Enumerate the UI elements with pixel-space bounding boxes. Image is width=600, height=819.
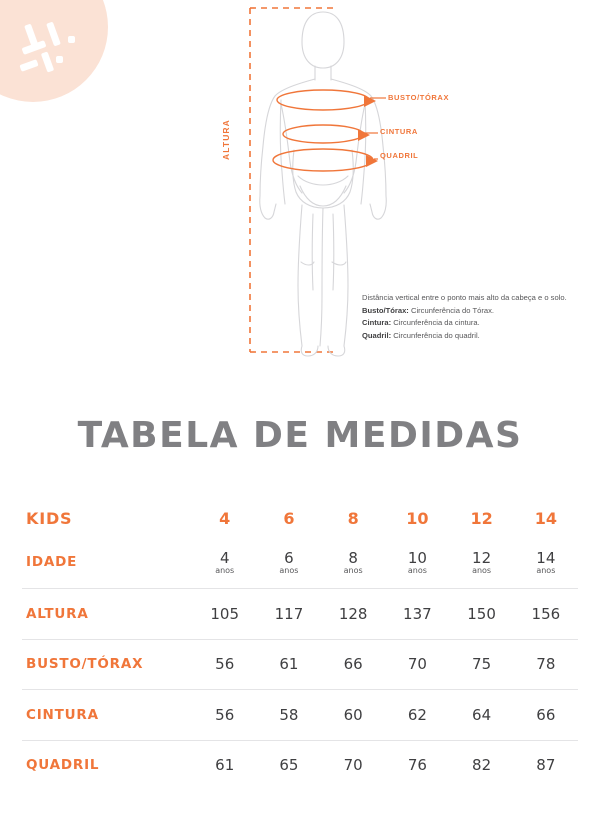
table-cell: 156	[531, 604, 561, 623]
table-size-header: 6	[283, 508, 295, 528]
table-row-label: BUSTO/TÓRAX	[26, 656, 144, 673]
legend-line-cintura	[362, 317, 592, 330]
table-cell: 87	[536, 756, 556, 775]
table-row	[22, 589, 578, 639]
size-table	[22, 500, 578, 790]
callout-cintura-label: CINTURA	[380, 127, 418, 136]
table-cell: 10 anos	[407, 549, 427, 575]
table-row-header-kids: KIDS	[26, 508, 73, 528]
legend-text-quadril: Circunferência do quadril.	[393, 330, 480, 340]
table-cell: 70	[407, 655, 427, 674]
callout-busto-label: BUSTO/TÓRAX	[388, 93, 450, 102]
legend-line-quadril	[362, 330, 592, 343]
page-title: TABELA DE MEDIDAS	[77, 415, 523, 456]
table-size-header: 10	[406, 508, 429, 528]
table-row-label: QUADRIL	[26, 757, 100, 774]
table-row	[22, 536, 578, 588]
table-size-header: 8	[347, 508, 359, 528]
table-cell: 76	[407, 756, 427, 775]
legend-line-busto	[362, 305, 592, 318]
legend-text-cintura: Circunferência da cintura.	[393, 318, 480, 327]
callout-quadril-label: QUADRIL	[380, 151, 419, 160]
table-cell: 61	[215, 756, 235, 775]
table-cell: 70	[343, 756, 363, 775]
table-cell: 12 anos	[472, 549, 492, 575]
table-cell: 14 anos	[536, 549, 556, 575]
diagram-altura-label: ALTURA	[221, 119, 231, 160]
table-cell: 137	[403, 604, 432, 623]
table-cell: 60	[343, 705, 363, 724]
table-cell: 65	[279, 756, 299, 775]
table-cell: 150	[467, 604, 496, 623]
legend-term-quadril: Quadril:	[362, 330, 392, 340]
table-cell: 64	[472, 705, 492, 724]
table-row-label: CINTURA	[26, 706, 99, 723]
table-cell: 56	[215, 705, 235, 724]
table-size-header: 14	[534, 508, 557, 528]
legend-text-busto: Circunferência do Tórax.	[410, 305, 494, 315]
table-cell: 78	[536, 655, 556, 674]
table-cell: 66	[536, 705, 556, 724]
table-cell: 62	[407, 705, 427, 724]
table-header-row	[22, 500, 578, 536]
table-cell: 105	[210, 604, 240, 623]
table-cell: 4 anos	[215, 549, 235, 575]
legend-text-altura: Distância vertical entre o ponto mais alto da cabeça e o solo.	[362, 293, 567, 302]
brand-logo-mark	[20, 22, 82, 84]
legend-line-altura	[362, 292, 592, 305]
table-cell: 66	[343, 655, 363, 674]
table-cell: 61	[279, 655, 299, 674]
table-cell: 82	[472, 756, 492, 775]
table-cell: 117	[274, 604, 304, 623]
table-cell: 8 anos	[343, 549, 363, 575]
table-row	[22, 690, 578, 740]
table-row	[22, 740, 578, 790]
table-cell: 75	[472, 655, 492, 674]
table-size-header: 4	[219, 508, 231, 528]
table-cell: 128	[338, 604, 368, 623]
table-size-header: 12	[470, 508, 493, 528]
table-cell: 58	[279, 705, 299, 724]
legend-term-cintura: Cintura:	[362, 318, 392, 327]
table-row	[22, 639, 578, 689]
table-cell: 56	[215, 655, 235, 674]
diagram-legend	[362, 292, 592, 342]
legend-term-busto: Busto/Tórax:	[362, 305, 409, 315]
table-cell: 6 anos	[279, 549, 299, 575]
table-row-label: ALTURA	[26, 605, 89, 622]
table-row-label: IDADE	[26, 554, 78, 570]
